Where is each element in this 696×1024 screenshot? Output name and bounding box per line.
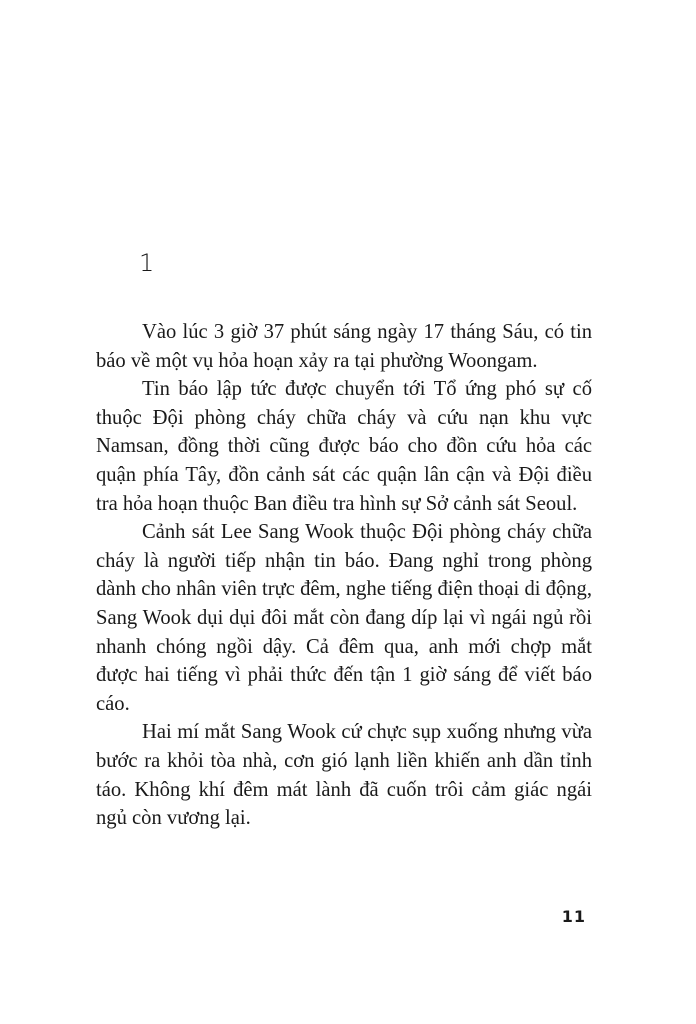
paragraph: Vào lúc 3 giờ 37 phút sáng ngày 17 tháng Sáu, có tin báo về một vụ hỏa hoạn xảy ra tại phường Woongam. [96, 321, 592, 372]
page-number: 11 [561, 907, 586, 926]
paragraph: Hai mí mắt Sang Wook cứ chực sụp xuống nhưng vừa bước ra khỏi tòa nhà, cơn gió lạnh liền khiến anh dần tỉnh táo. Không khí đêm mát lành đã cuốn trôi cảm giác ngái ngủ còn vương lại. [96, 721, 592, 830]
paragraph: Cảnh sát Lee Sang Wook thuộc Đội phòng cháy chữa cháy là người tiếp nhận tin báo. Đang nghỉ trong phòng dành cho nhân viên trực đêm, nghe tiếng điện thoại di động, Sang Wook dụi dụi đôi mắt còn đang díp lại vì ngái ngủ rồi nhanh chóng ngồi dậy. Cả đêm qua, anh mới chợp mắt được hai tiếng vì phải thức đến tận 1 giờ sáng để viết báo cáo. [96, 521, 592, 715]
body-text [96, 318, 592, 833]
paragraph: Tin báo lập tức được chuyển tới Tổ ứng phó sự cố thuộc Đội phòng cháy chữa cháy và cứu nạn khu vực Namsan, đồng thời cũng được báo cho đồn cứu hỏa các quận phía Tây, đồn cảnh sát các quận lân cận và Đội điều tra hỏa hoạn thuộc Ban điều tra hình sự Sở cảnh sát Seoul. [96, 378, 592, 515]
chapter-number: 1 [139, 249, 155, 277]
